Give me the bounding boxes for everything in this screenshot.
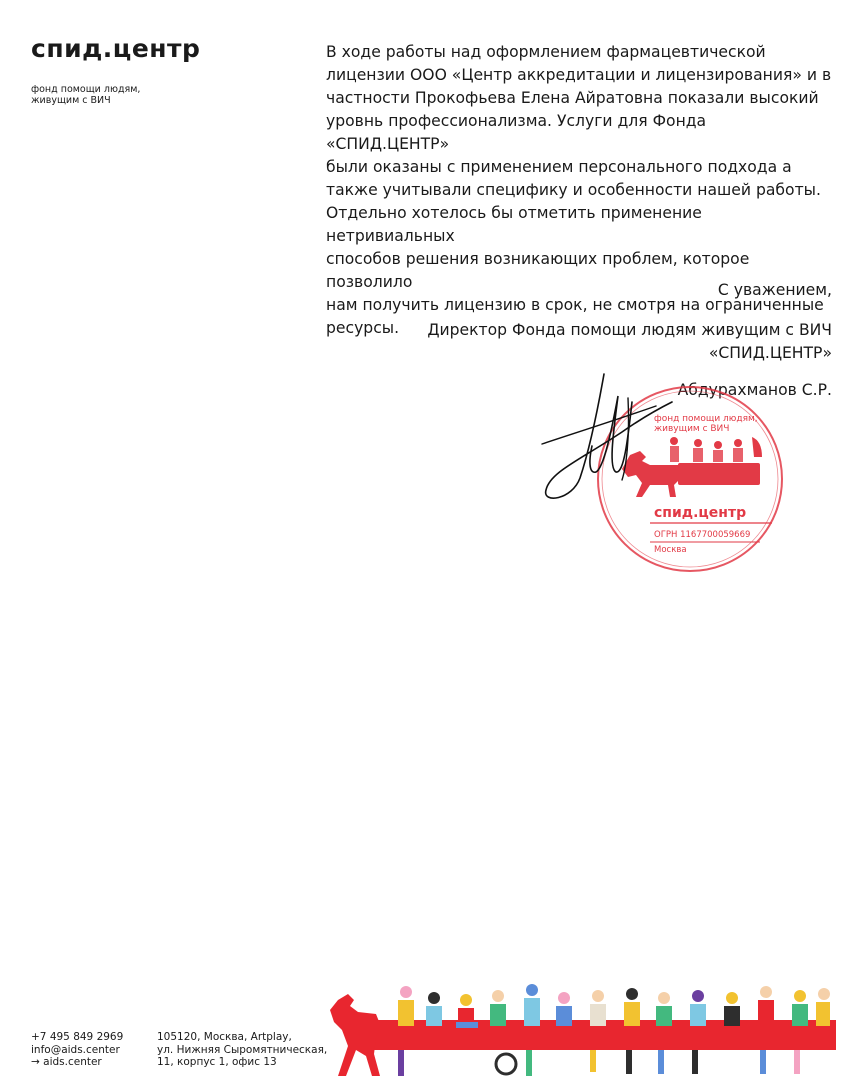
body-line: также учитывали специфику и особенности нашей работы. (326, 181, 821, 199)
stamp-ogrn: ОГРН 1167700059669 (654, 530, 751, 540)
address-line: 105120, Москва, Artplay, (157, 1031, 292, 1043)
handwritten-signature (532, 368, 682, 508)
organization-tagline (31, 84, 191, 106)
footer-address (157, 1031, 327, 1069)
body-line: нам получить лицензию в срок, не смотря на ограниченные (326, 296, 824, 314)
footer-illustration (328, 978, 836, 1078)
body-line: частности Прокофьева Елена Айратовна показали высокий (326, 89, 819, 107)
body-line: В ходе работы над оформлением фармацевтической (326, 43, 766, 61)
address-line: ул. Нижняя Сыромятническая, (157, 1043, 328, 1056)
address-line: 11, корпус 1, офис 13 (157, 1056, 277, 1068)
body-line: уровнь профессионализма. Услуги для Фонда «СПИД.ЦЕНТР» (326, 112, 707, 153)
organization-logo: спид.центр (31, 34, 201, 63)
people-illustration-icon (670, 437, 762, 462)
closing-phrase: С уважением, (717, 281, 832, 299)
body-line: Отдельно хотелось бы отметить применение нетривиальных (326, 204, 702, 245)
footer-email: info@aids.center (31, 1043, 120, 1056)
stamp-logo: спид.центр (654, 505, 747, 521)
footer-horse-icon (330, 994, 380, 1076)
body-line: были оказаны с применением персонального подхода а (326, 158, 792, 176)
body-line: ресурсы. (326, 319, 400, 337)
stamp-city: Москва (654, 545, 687, 555)
signer-title (412, 319, 832, 365)
signer-title-line: «СПИД.ЦЕНТР» (708, 344, 832, 362)
body-line: лицензии ООО «Центр аккредитации и лицензирования» и в (326, 66, 832, 84)
stamp-top-line: фонд помощи людям, (654, 414, 758, 424)
signer-title-line: Директор Фонда помощи людям живущим с ВИЧ (427, 321, 832, 339)
footer-contacts (31, 1031, 123, 1069)
tagline-line: живущим с ВИЧ (31, 95, 111, 106)
stamp-top-line: живущим с ВИЧ (654, 424, 730, 434)
signer-name: Абдурахманов С.Р. (677, 381, 832, 399)
footer-phone: +7 495 849 2969 (31, 1031, 124, 1043)
body-line: способов решения возникающих проблем, которое позволило (326, 250, 750, 291)
tagline-line: фонд помощи людям, (31, 84, 141, 95)
footer-website: → aids.center (31, 1056, 102, 1068)
